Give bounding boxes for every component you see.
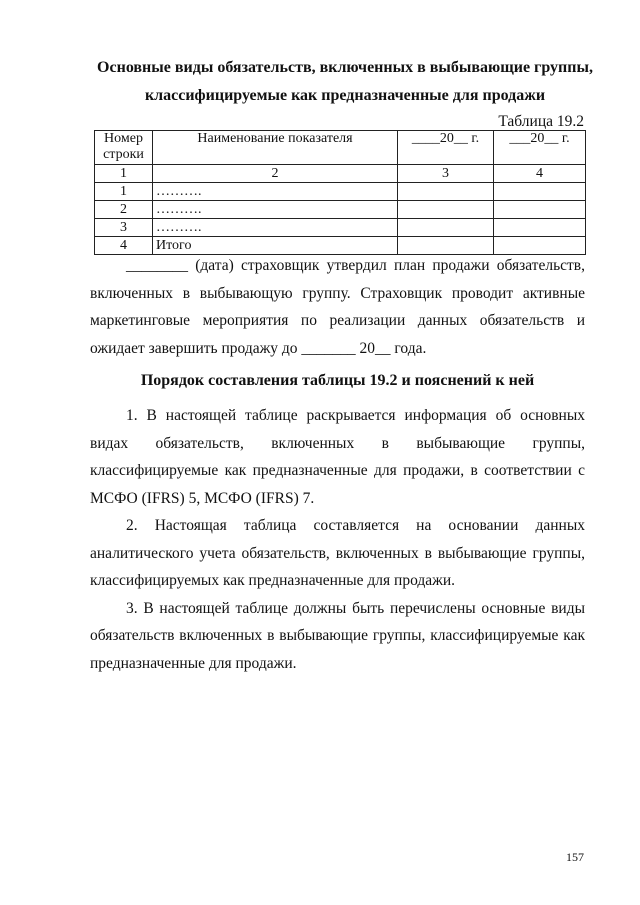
row-number: 3	[95, 219, 153, 237]
row-number: 4	[95, 237, 153, 255]
table-row	[95, 183, 586, 201]
section-title: Порядок составления таблицы 19.2 и пояснений к ней	[140, 372, 535, 389]
row-value-year-1	[398, 201, 494, 219]
row-indicator: ……….	[153, 183, 398, 201]
row-indicator: Итого	[153, 237, 398, 255]
header-indicator-name: Наименование показателя	[153, 131, 398, 165]
column-number: 1	[95, 165, 153, 183]
intro-paragraph: ________ (дата) страховщик утвердил план продажи обязательств, включенных в выбывающую группу. Страховщик проводит активные маркетинговые мероприятия по реализации данных обязательств и ожидает завершить продажу до _______ 20__ года.	[90, 257, 585, 357]
row-value-year-1	[398, 183, 494, 201]
row-value-year-2	[494, 201, 586, 219]
instructions-block	[90, 402, 585, 677]
obligations-table	[94, 130, 586, 255]
column-number: 3	[398, 165, 494, 183]
instruction-item: 3. В настоящей таблице должны быть перечислены основные виды обязательств включенных в выбывающие группы, классифицируемые как предназначенные для продажи.	[90, 599, 585, 672]
column-number: 4	[494, 165, 586, 183]
header-year-1: ____20__ г.	[398, 131, 494, 165]
row-indicator: ……….	[153, 219, 398, 237]
row-number: 2	[95, 201, 153, 219]
header-year-2: ___20__ г.	[494, 131, 586, 165]
table-row	[95, 219, 586, 237]
column-number: 2	[153, 165, 398, 183]
instruction-item: 2. Настоящая таблица составляется на основании данных аналитического учета обязательств, включенных в выбывающие группы, классифицируемых как предназначенные для продажи.	[90, 517, 585, 589]
row-value-year-2	[494, 219, 586, 237]
row-number: 1	[95, 183, 153, 201]
row-value-year-2	[494, 183, 586, 201]
instruction-item: 1. В настоящей таблице раскрывается информация об основных видах обязательств, включенных в выбывающие группы, классифицируемые как предназначенные для продажи, в соответствии с МСФО (IFRS) 5, МСФО (IFRS) 7.	[90, 407, 585, 507]
table-row	[95, 201, 586, 219]
page-number: 157	[566, 850, 584, 864]
column-number-row	[95, 165, 586, 183]
title-line-2: классифицируемые как предназначенные для продажи	[144, 87, 546, 104]
row-value-year-1	[398, 219, 494, 237]
row-indicator: ……….	[153, 201, 398, 219]
intro-paragraph-block	[90, 252, 585, 362]
table-number: Таблица 19.2	[498, 113, 584, 130]
title-line-1: Основные виды обязательств, включенных в выбывающие группы,	[97, 59, 593, 76]
header-row-number: Номер строки	[95, 131, 153, 165]
table-header-row	[95, 131, 586, 165]
